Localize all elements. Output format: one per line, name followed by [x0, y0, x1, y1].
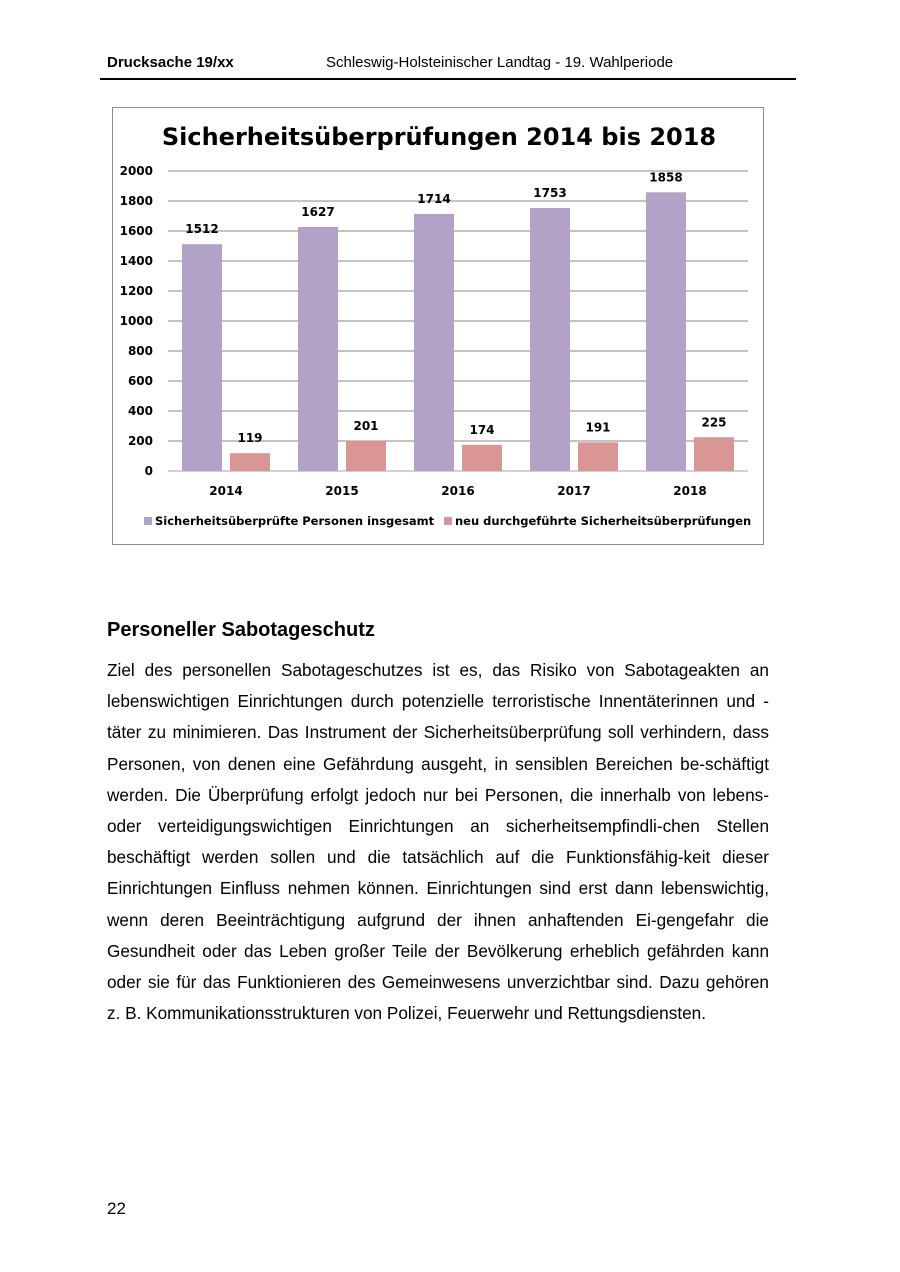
y-tick-label-1600: 1600 — [119, 224, 153, 238]
bar-new-2014 — [230, 453, 270, 471]
y-tick-label-2000: 2000 — [119, 164, 153, 178]
legend-swatch-new — [444, 517, 452, 525]
chart-svg — [113, 108, 765, 546]
chart-legend — [144, 514, 751, 528]
bar-total-2018 — [646, 192, 686, 471]
legend-swatch-total — [144, 517, 152, 525]
x-tick-label-2015: 2015 — [325, 484, 359, 498]
data-label-total-2015: 1627 — [301, 204, 335, 219]
y-tick-label-1000: 1000 — [119, 314, 153, 328]
y-tick-label-400: 400 — [127, 404, 153, 418]
data-label-total-2018: 1858 — [649, 170, 683, 185]
y-tick-label-1800: 1800 — [119, 194, 153, 208]
data-label-new-2015: 201 — [353, 418, 379, 433]
legend-label-total: Sicherheitsüberprüfte Personen insgesamt — [155, 514, 435, 528]
y-tick-label-1200: 1200 — [119, 284, 153, 298]
bar-new-2016 — [462, 445, 502, 471]
body-paragraph: Ziel des personellen Sabotageschutzes ist es, das Risiko von Sabotageakten an lebenswichtigen Einrichtungen durch potenzielle terroristische Innentäterinnen und -täter zu minimieren. Das Instrument der Sicherheitsüberprüfung soll verhindern, dass Personen, von denen eine Gefährdung ausgeht, in sensiblen Bereichen be-schäftigt werden. Die Überprüfung erfolgt jedoch nur bei Personen, die innerhalb von lebens- oder verteidigungswichtigen Einrichtungen an sicherheitsempfindli-chen Stellen beschäftigt werden sollen und die tatsächlich auf die Funktionsfähig-keit dieser Einrichtungen Einfluss nehmen können. Einrichtungen sind erst dann lebenswichtig, wenn deren Beeinträchtigung aufgrund der ihnen anhaftenden Ei-gengefahr die Gesundheit oder das Leben großer Teile der Bevölkerung erheblich gefährden kann oder sie für das Funktionieren des Gemeinwesens unverzichtbar sind. Dazu gehören z. B. Kommunikationsstrukturen von Polizei, Feuerwehr und Rettungsdiensten. — [107, 660, 769, 1024]
bar-total-2017 — [530, 208, 570, 471]
data-label-new-2017: 191 — [585, 420, 611, 435]
data-label-total-2014: 1512 — [185, 222, 219, 237]
page-number: 22 — [107, 1199, 126, 1218]
legend-label-new: neu durchgeführte Sicherheitsüberprüfungen — [455, 514, 752, 528]
data-label-total-2017: 1753 — [533, 186, 567, 201]
page-header — [100, 50, 796, 80]
data-label-total-2016: 1714 — [417, 191, 451, 206]
data-label-new-2016: 174 — [469, 422, 495, 437]
section-heading: Personeller Sabotageschutz — [107, 619, 375, 641]
data-label-new-2018: 225 — [701, 415, 727, 430]
chart-title: Sicherheitsüberprüfungen 2014 bis 2018 — [161, 123, 717, 151]
y-tick-label-200: 200 — [127, 434, 153, 448]
bar-total-2014 — [182, 244, 222, 471]
y-tick-label-600: 600 — [127, 374, 153, 388]
data-label-new-2014: 119 — [237, 431, 263, 446]
document-number: Drucksache 19/xx — [107, 54, 234, 71]
y-tick-label-1400: 1400 — [119, 254, 153, 268]
parliament-title: Schleswig-Holsteinischer Landtag - 19. Wahlperiode — [326, 54, 674, 71]
y-tick-label-800: 800 — [127, 344, 153, 358]
bar-new-2015 — [346, 441, 386, 471]
chart-bars — [182, 192, 734, 471]
bar-new-2017 — [578, 442, 618, 471]
x-tick-label-2018: 2018 — [673, 484, 707, 498]
bar-total-2015 — [298, 227, 338, 471]
bar-chart — [112, 107, 764, 545]
x-tick-label-2014: 2014 — [209, 484, 243, 498]
x-tick-label-2016: 2016 — [441, 484, 475, 498]
x-tick-label-2017: 2017 — [557, 484, 591, 498]
bar-new-2018 — [694, 437, 734, 471]
bar-total-2016 — [414, 214, 454, 471]
y-tick-label-0: 0 — [144, 464, 153, 478]
